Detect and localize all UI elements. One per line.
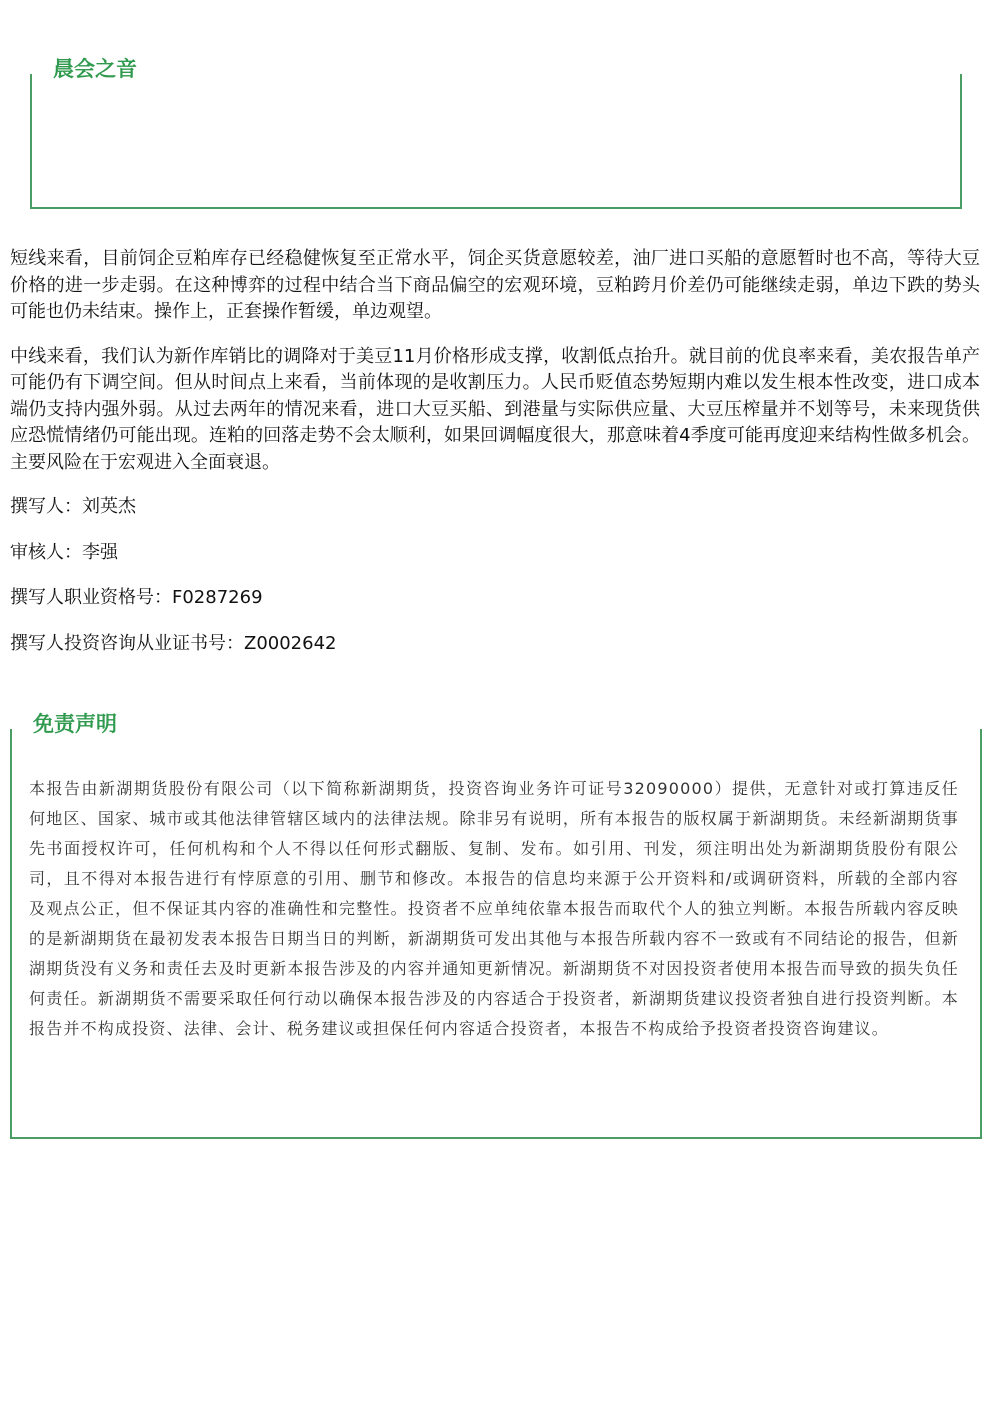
qualification-line: 撰写人职业资格号：F0287269	[10, 587, 263, 608]
disclaimer-title: 免责声明	[27, 710, 123, 738]
disclaimer-text: 本报告由新湖期货股份有限公司（以下简称新湖期货，投资咨询业务许可证号32090000）提供，无意针对或打算违反任何地区、国家、城市或其他法律管辖区域内的法律法规。除非另有说明，所有本报告的版权属于新湖期货。未经新湖期货事先书面授权许可，任何机构和个人不得以任何形式翻版、复制、发布。如引用、刊发，须注明出处为新湖期货股份有限公司，且不得对本报告进行有悖原意的引用、删节和修改。本报告的信息均来源于公开资料和/或调研资料，所载的全部内容及观点公正，但不保证其内容的准确性和完整性。投资者不应单纯依靠本报告而取代个人的独立判断。本报告所载内容反映的是新湖期货在最初发表本报告日期当日的判断，新湖期货可发出其他与本报告所载内容不一致或有不同结论的报告，但新湖期货没有义务和责任去及时更新本报告涉及的内容并通知更新情况。新湖期货不对因投资者使用本报告而导致的损失负任何责任。新湖期货不需要采取任何行动以确保本报告涉及的内容适合于投资者，新湖期货建议投资者独自进行投资判断。本报告并不构成投资、法律、会计、税务建议或担保任何内容适合投资者，本报告不构成给予投资者投资咨询建议。	[29, 779, 959, 1038]
certificate-line: 撰写人投资咨询从业证书号：Z0002642	[10, 632, 337, 654]
author-line: 撰写人：刘英杰	[10, 496, 136, 517]
paragraph-short-term: 短线来看，目前饲企豆粕库存已经稳健恢复至正常水平，饲企买货意愿较差，油厂进口买船的意愿暂时也不高，等待大豆价格的进一步走弱。在这种博弈的过程中结合当下商品偏空的宏观环境，豆粕跨月价差仍可能继续走弱，单边下跌的势头可能也仍未结束。操作上，正套操作暂缓，单边观望。	[10, 248, 980, 322]
report-body	[10, 246, 980, 676]
morning-section-box	[30, 74, 962, 209]
reviewer-line: 审核人：李强	[10, 541, 118, 563]
morning-section-title: 晨会之音	[47, 55, 143, 83]
paragraph-mid-term: 中线来看，我们认为新作库销比的调降对于美豆11月价格形成支撑，收割低点抬升。就目前的优良率来看，美农报告单产可能仍有下调空间。但从时间点上来看，当前体现的是收割压力。人民币贬值态势短期内难以发生根本性改变，进口成本端仍支持内强外弱。从过去两年的情况来看，进口大豆买船、到港量与实际供应量、大豆压榨量并不划等号，未来现货供应恐慌情绪仍可能出现。连粕的回落走势不会太顺利，如果回调幅度很大，那意味着4季度可能再度迎来结构性做多机会。主要风险在于宏观进入全面衰退。	[10, 345, 980, 473]
